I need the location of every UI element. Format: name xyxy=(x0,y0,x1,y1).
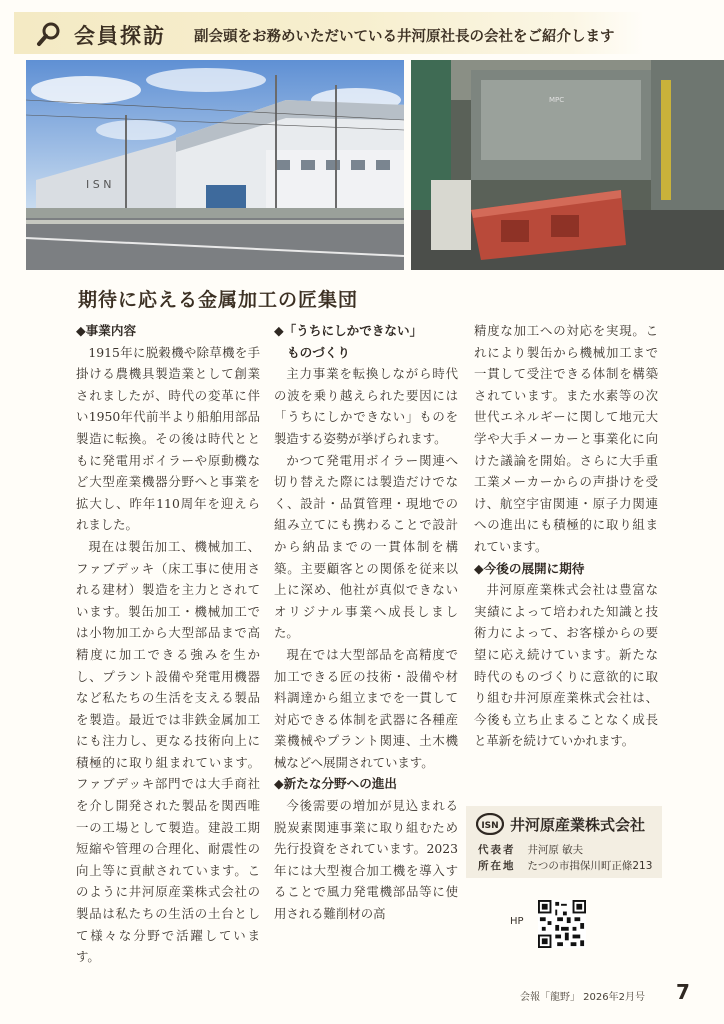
paragraph: 主力事業を転換しながら時代の波を乗り越えられた要因には「うちにしかできない」ものを製造する姿勢が挙げられます。 xyxy=(274,366,458,446)
paragraph: 現在は製缶加工、機械加工、ファブデッキ（床工事に使用される建材）製造を主力とされています。製缶加工・機械加工では小物加工から大型部品まで高精度に加工できる強みを生かし、プラント設備や発電用機器など私たちの生活を支える製品を製造。最近では非鉄金属加工にも注力し、更なる技術向上に積極的に取り組まれています。ファブデッキ部門では大手商社を介し開発された製品を関西唯一の工場として製造。建設工期短縮や管理の合理化、耐震性の向上等に貢献されています。このように井河原産業株式会社の製品は私たちの生活の土台として様々な分野で活躍しています。 xyxy=(76,538,260,965)
paragraph: 現在では大型部品を高精度で加工できる匠の技術・設備や材料調達から組立までを一貫して対応できる体制を武器に各種産業機械やプラント関連、土木機械などへ展開されています。 xyxy=(274,646,458,770)
article-headline: 期待に応える金属加工の匠集団 xyxy=(78,289,359,311)
article-column-2 xyxy=(274,320,458,925)
footer-publication: 会報「龍野」 2026年2月号 xyxy=(520,992,645,1003)
address-label: 所在地 xyxy=(478,860,516,872)
paragraph: 今後需要の増加が見込まれる脱炭素関連事業に取り組むため先行投資をされています。2023年には大型複合加工機を導入することで風力発電機部品等に使用される難削材の高 xyxy=(274,798,458,922)
factory-interior-photo xyxy=(411,60,724,270)
representative-row xyxy=(478,842,583,857)
paragraph-continued: 精度な加工への対応を実現。これにより製缶から機械加工まで一貫して受注できる体制を構築されています。また水素等の次世代エネルギーに関して地元大学や大手メーカーと事業化に向けた議論を開始。さらに大手重工業メーカーからの声掛けを受け、航空宇宙関連・原子力関連への進出にも積極的に取り組まれています。 xyxy=(474,323,658,554)
company-name: 井河原産業株式会社 xyxy=(510,816,646,834)
paragraph: かつて発電用ボイラー関連へ切り替えた際には製造だけでなく、設計・品質管理・現地での組み立てにも携わることで設計から納品までの一貫体制を構築。主要顧客との関係を従来以上に深め、他社が真似できないオリジナル事業へ成長しました。 xyxy=(274,452,458,641)
machine-label: MPC xyxy=(549,96,565,104)
representative-value: 井河原 敏夫 xyxy=(527,844,584,856)
article-column-1 xyxy=(76,320,260,968)
address-row xyxy=(478,858,652,873)
company-info-card xyxy=(466,806,662,878)
section-heading: ◆事業内容 xyxy=(76,323,137,338)
section-heading: ◆「うちにしかできない」 xyxy=(274,323,423,338)
page-number: 7 xyxy=(676,980,690,1004)
company-logo-text: ISN xyxy=(481,821,499,831)
hp-label: HP xyxy=(510,916,524,927)
factory-sign: I S N xyxy=(86,178,112,191)
magnifier-icon xyxy=(36,21,62,47)
section-banner xyxy=(14,12,644,54)
company-logo-icon xyxy=(476,813,504,835)
paragraph: 井河原産業株式会社は豊富な実績によって培われた知識と技術力によって、お客様からの要望に応え続けています。新たな時代のものづくりに意欲的に取り組む井河原産業株式会社は、今後も立ち止まることなく成長と革新を続けていかれます。 xyxy=(474,582,658,749)
factory-exterior-photo xyxy=(26,60,404,270)
article-column-3 xyxy=(474,320,658,752)
paragraph: 1915年に脱穀機や除草機を手掛ける農機具製造業として創業されましたが、時代の変革に伴い1950年代前半より船舶用部品製造に転換。その後は時代とともに発電用ボイラーや原動機など大型産業機器分野へと事業を拡大し、昨年110周年を迎えられました。 xyxy=(76,344,260,533)
section-subtitle: 副会頭をお務めいただいている井河原社長の会社をご紹介します xyxy=(194,29,615,45)
section-heading-continued: ものづくり xyxy=(287,344,350,360)
section-heading: ◆新たな分野への進出 xyxy=(274,776,398,792)
section-label: 会員探訪 xyxy=(74,24,166,48)
section-heading: ◆今後の展開に期待 xyxy=(474,560,585,576)
qr-code-icon[interactable] xyxy=(538,900,586,948)
representative-label: 代表者 xyxy=(478,844,516,856)
address-value: たつの市揖保川町正條213 xyxy=(527,860,653,872)
